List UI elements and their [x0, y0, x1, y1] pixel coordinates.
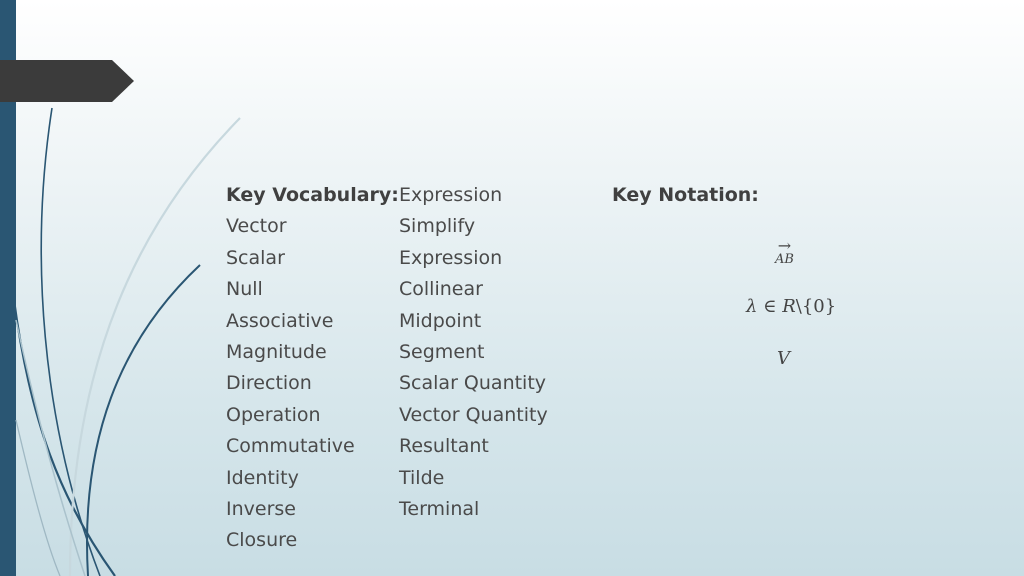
- key-notation-heading: Key Notation:: [612, 184, 759, 206]
- vocab-term: Magnitude: [226, 340, 327, 363]
- vocab-term: Scalar Quantity: [399, 372, 547, 395]
- vocab-term: Resultant: [399, 435, 489, 458]
- vocab-term: Null: [226, 278, 263, 301]
- vector-ab-label: AB: [775, 252, 794, 267]
- vocab-term: Associative: [226, 309, 334, 332]
- lambda-set-notation: [746, 296, 836, 317]
- vector-arrow-icon: →: [777, 236, 792, 255]
- vocab-term: Vector Quantity: [399, 403, 548, 426]
- vocab-term: Expression: [399, 184, 503, 206]
- vocab-term: Commutative: [226, 435, 355, 458]
- vocab-term: Inverse: [226, 497, 296, 520]
- vocab-term: Midpoint: [399, 309, 482, 332]
- vocab-term: Simplify: [399, 215, 476, 238]
- vocab-term: Tilde: [399, 466, 445, 489]
- vocabulary-column-1: [226, 180, 399, 557]
- set-r-symbol: R: [782, 296, 796, 317]
- vocab-term: Identity: [226, 466, 299, 489]
- set-minus-zero: \{0}: [795, 296, 837, 317]
- vocab-term: Direction: [226, 372, 312, 395]
- vocab-term: Operation: [226, 403, 321, 426]
- key-vocabulary-heading: Key Vocabulary:: [226, 184, 399, 206]
- element-of-symbol: ∈: [763, 296, 777, 317]
- vocab-term: Scalar: [226, 246, 285, 269]
- vector-v-notation: V: [777, 348, 790, 369]
- vocab-term: Terminal: [399, 497, 480, 520]
- vocab-term: Closure: [226, 529, 298, 552]
- vector-ab-notation: [775, 236, 794, 267]
- vocabulary-column-2: [399, 180, 548, 525]
- vocab-term: Collinear: [399, 278, 483, 301]
- title-tab-shape: [0, 60, 134, 102]
- notation-column: [612, 180, 759, 211]
- lambda-symbol: λ: [746, 296, 758, 317]
- vocab-term: Vector: [226, 215, 287, 238]
- vocab-term: Segment: [399, 340, 485, 363]
- vocab-term: Expression: [399, 246, 503, 269]
